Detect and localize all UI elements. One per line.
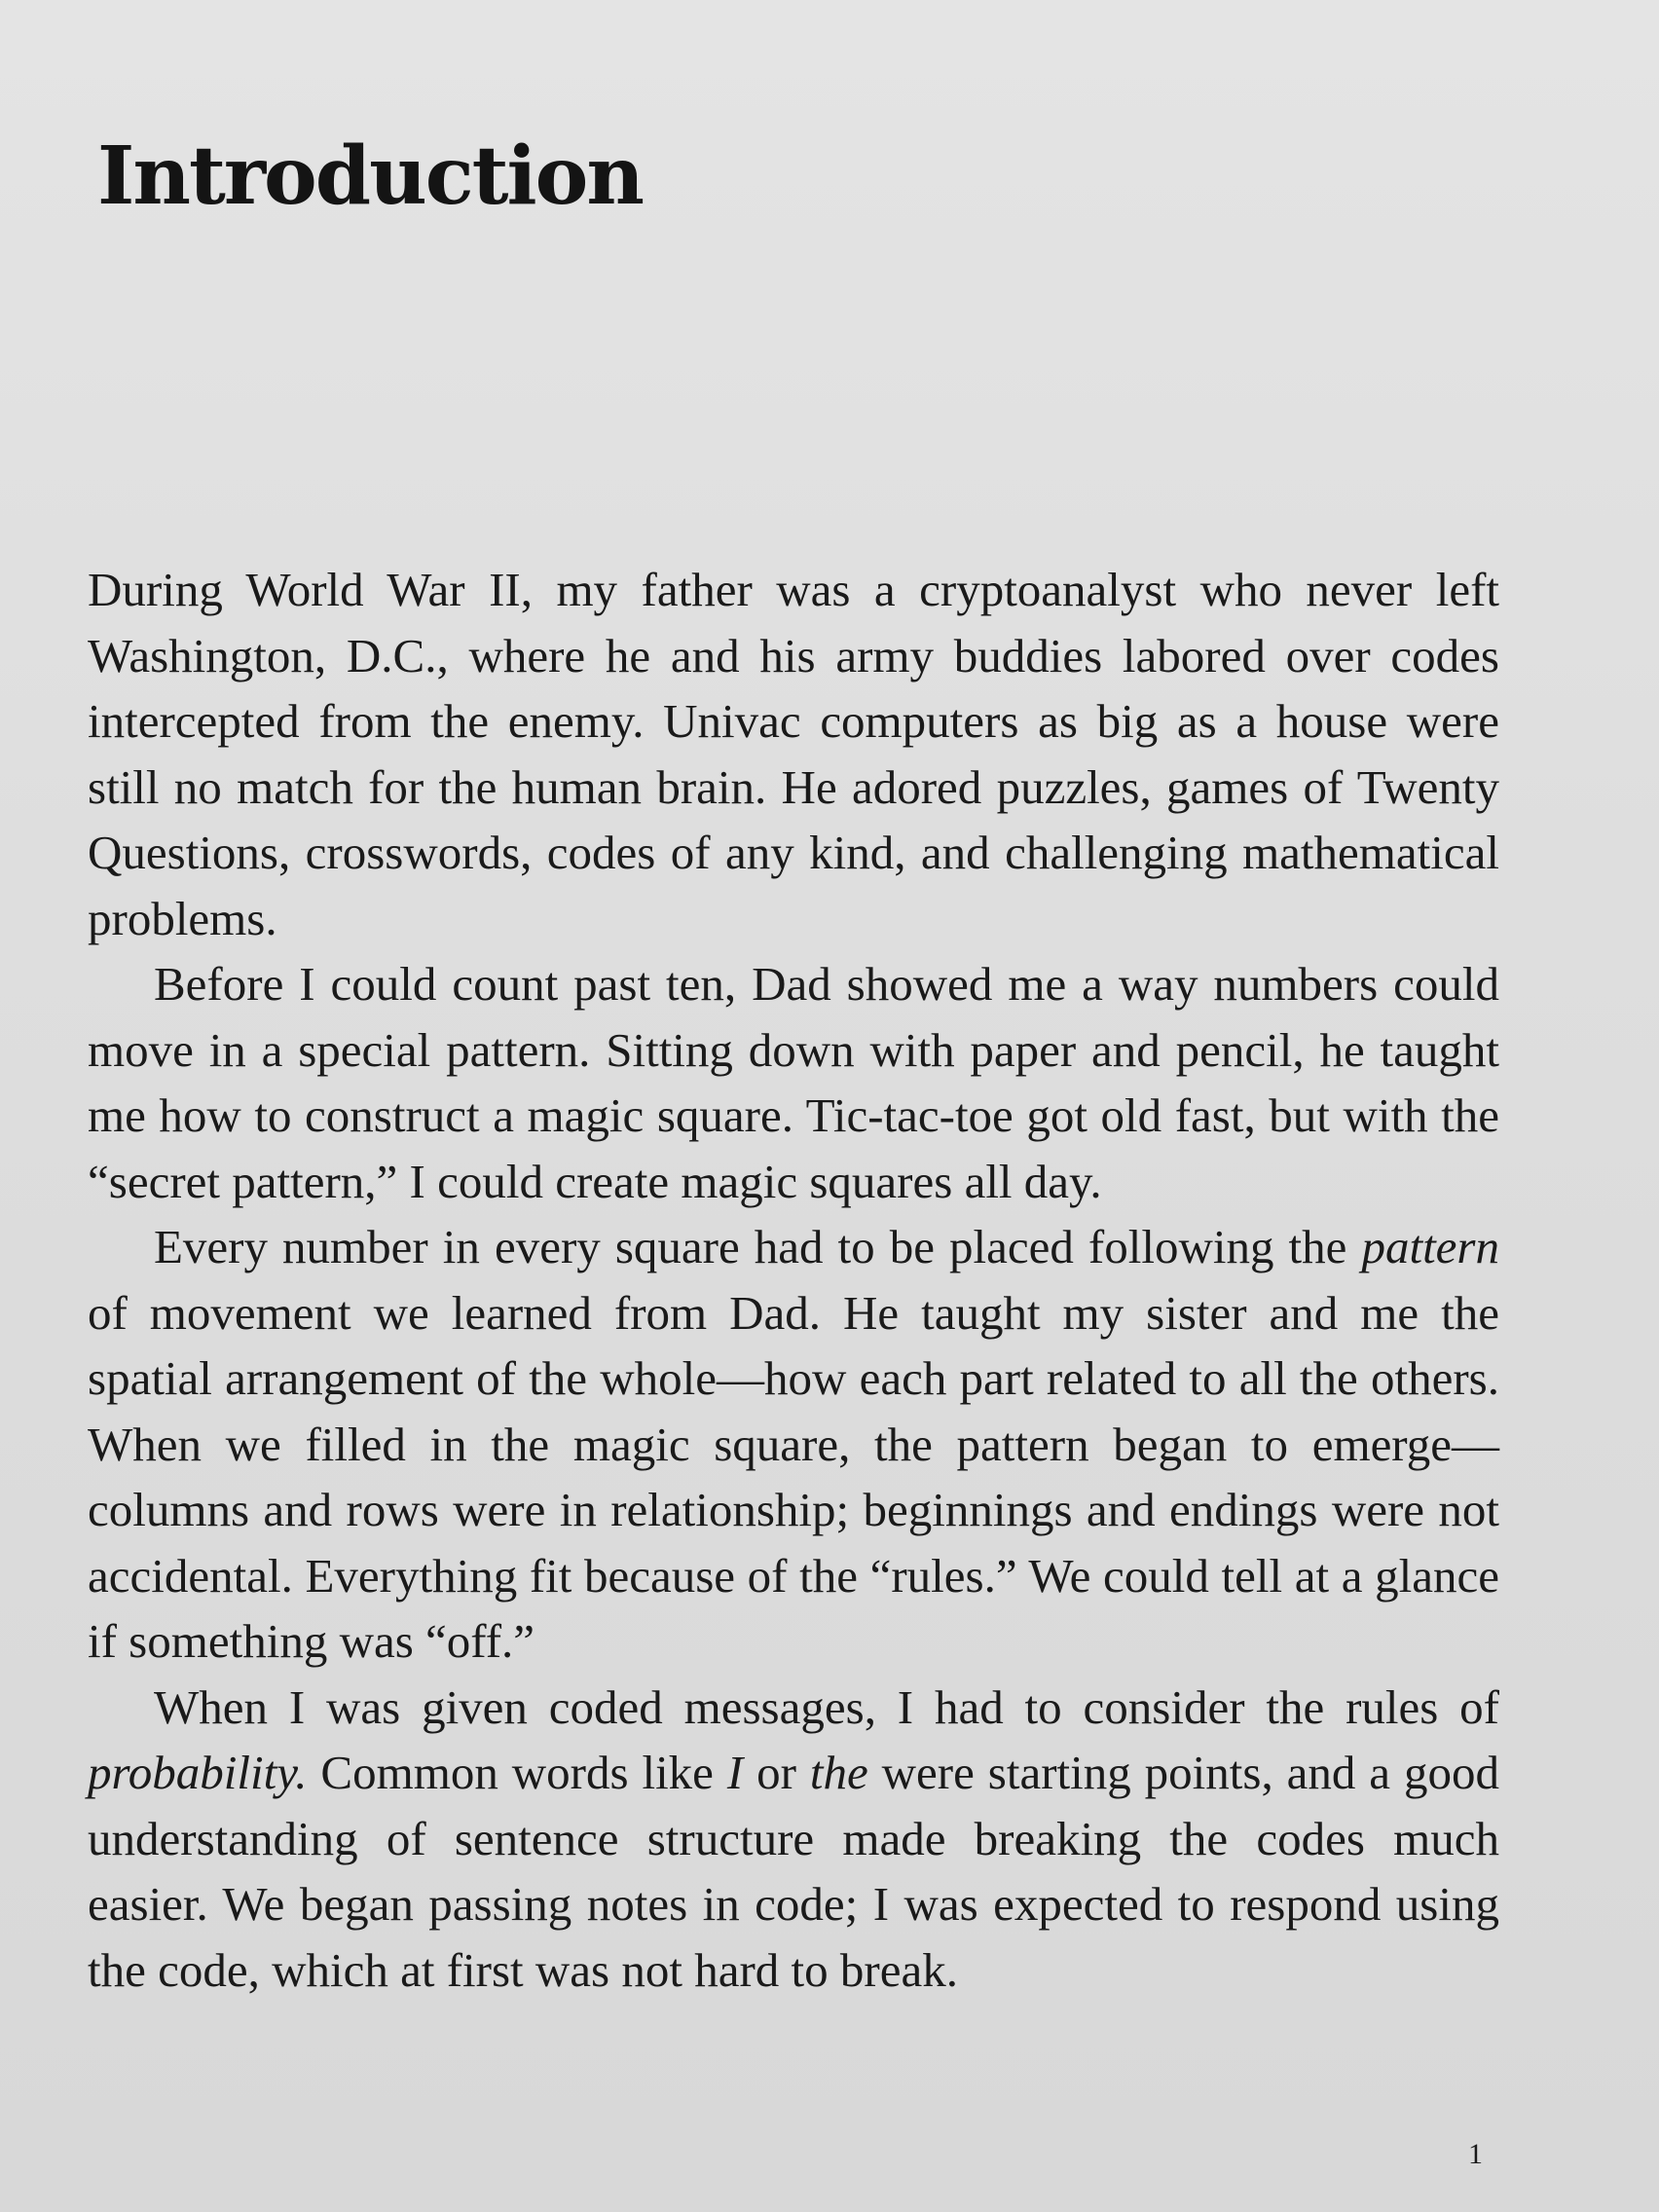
italic-text: the: [809, 1746, 868, 1799]
paragraph: [88, 951, 1499, 1214]
text-run: Every number in every square had to be placed following the: [154, 1220, 1362, 1273]
text-run: were starting points, and a good understanding of sentence structure made breaking the codes much easier. We began passing notes in code; I was expected to respond using the code, which at first was not hard to break.: [88, 1746, 1499, 1997]
paragraph: [88, 557, 1499, 951]
italic-text: probability.: [88, 1746, 308, 1799]
paragraph: [88, 1214, 1499, 1675]
italic-text: I: [726, 1746, 744, 1799]
chapter-title: Introduction: [97, 129, 643, 223]
italic-text: pattern: [1361, 1220, 1499, 1273]
text-run: During World War II, my father was a cryptoanalyst who never left Washington, D.C., where he and his army buddies labored over codes intercepted from the enemy. Univac computers as big as a house were still no match for the human brain. He adored puzzles, games of Twenty Questions, crosswords, codes of any kind, and challenging mathematical problems.: [88, 563, 1499, 945]
text-run: or: [743, 1746, 810, 1799]
paragraph: [88, 1675, 1499, 2004]
text-run: When I was given coded messages, I had to consider the rules of: [154, 1679, 1499, 1734]
page-number: 1: [1468, 2138, 1483, 2170]
text-run: Before I could count past ten, Dad showed me a way numbers could move in a special pattern. Sitting down with paper and pencil, he taught me how to construct a magic square. Tic-tac-toe got old fast, but with the “secret pattern,” I could create magic squares all day.: [88, 957, 1499, 1208]
text-run: of movement we learned from Dad. He taught my sister and me the spatial arrangement of the whole—how each part related to all the others. When we filled in the magic square, the pattern began to emerge—columns and rows were in relationship; beginnings and endings were not accidental. Everything fit because of the “rules.” We could tell at a glance if something was “off.”: [88, 1285, 1499, 1668]
body-text: [88, 557, 1499, 2003]
text-run: Common words like: [307, 1746, 727, 1799]
